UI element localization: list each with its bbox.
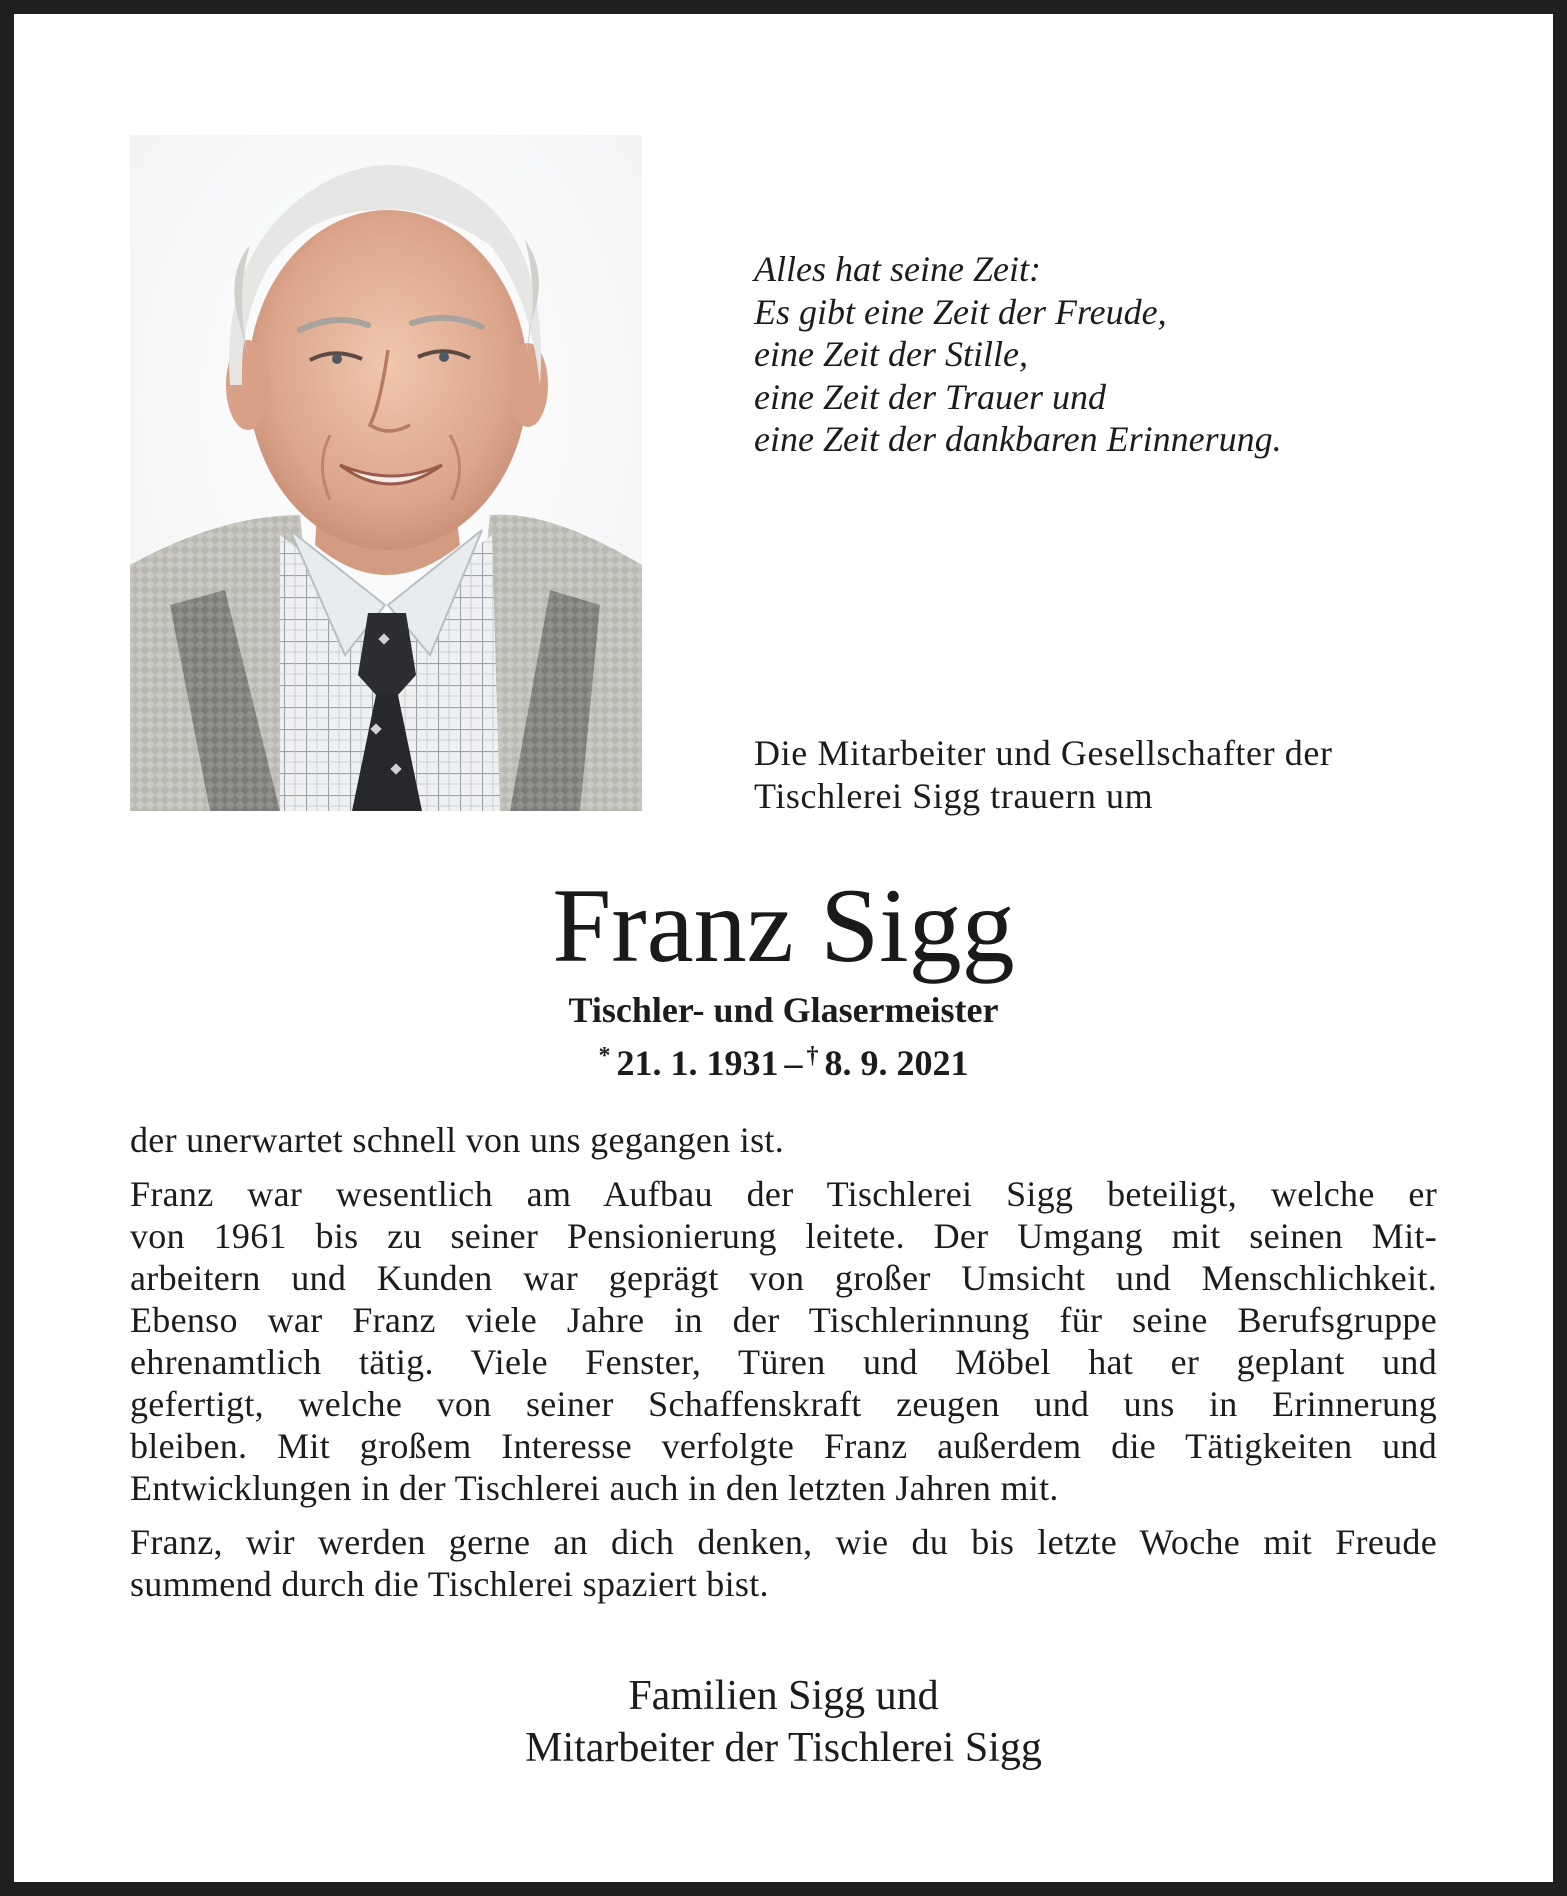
date-separator: –	[784, 1043, 803, 1083]
paragraph-1: der unerwartet schnell von uns gegangen ist.	[130, 1120, 785, 1160]
deceased-name: Franz Sigg	[552, 867, 1015, 984]
poem-line: eine Zeit der Trauer und	[754, 376, 1106, 417]
obituary-text	[130, 1119, 1437, 1605]
poem-line: Alles hat seine Zeit:	[754, 249, 1041, 289]
signature-block	[0, 1670, 1567, 1774]
paragraph-3	[130, 1521, 1437, 1605]
text-line: gefertigt, welche von seiner Schaffenskraft zeugen und uns in Erinnerung	[130, 1384, 1437, 1424]
intro-line: Tischlerei Sigg trauern um	[754, 775, 1154, 816]
poem	[754, 248, 1282, 461]
poem-line: Es gibt eine Zeit der Freude,	[754, 291, 1167, 332]
signature-line: Familien Sigg und	[628, 1673, 939, 1719]
text-line: Franz, wir werden gerne an dich denken, wie du bis letzte Woche mit Freude	[130, 1522, 1437, 1562]
text-line: bleiben. Mit großem Interesse verfolgte Franz außerdem die Tätigkeiten und	[130, 1426, 1437, 1466]
text-line: Franz war wesentlich am Aufbau der Tischlerei Sigg beteiligt, welche er	[130, 1174, 1437, 1214]
text-line: summend durch die Tischlerei spaziert bist.	[130, 1564, 769, 1604]
text-line: von 1961 bis zu seiner Pensionierung leitete. Der Umgang mit seinen Mit-	[130, 1216, 1437, 1256]
signature-line: Mitarbeiter der Tischlerei Sigg	[525, 1725, 1042, 1771]
paragraph-2	[130, 1173, 1437, 1509]
text-line: Ebenso war Franz viele Jahre in der Tischlerinnung für seine Berufsgruppe	[130, 1300, 1437, 1340]
birth-symbol: *	[598, 1043, 611, 1069]
death-symbol: †	[806, 1043, 819, 1069]
life-dates	[0, 1034, 1567, 1085]
poem-line: eine Zeit der Stille,	[754, 334, 1028, 374]
profession: Tischler- und Glasermeister	[568, 990, 999, 1030]
poem-line: eine Zeit der dankbaren Erinnerung.	[754, 419, 1282, 459]
text-line: arbeitern und Kunden war geprägt von großer Umsicht und Menschlichkeit.	[130, 1258, 1437, 1298]
portrait-photo	[130, 135, 642, 811]
birth-date: 21. 1. 1931	[616, 1043, 779, 1083]
text-line: ehrenamtlich tätig. Viele Fenster, Türen und Möbel hat er geplant und	[130, 1342, 1437, 1382]
text-line: Entwicklungen in der Tischlerei auch in den letzten Jahren mit.	[130, 1468, 1059, 1508]
intro-line: Die Mitarbeiter und Gesellschafter der	[754, 733, 1333, 773]
death-date: 8. 9. 2021	[824, 1043, 969, 1083]
intro-text	[754, 732, 1333, 817]
